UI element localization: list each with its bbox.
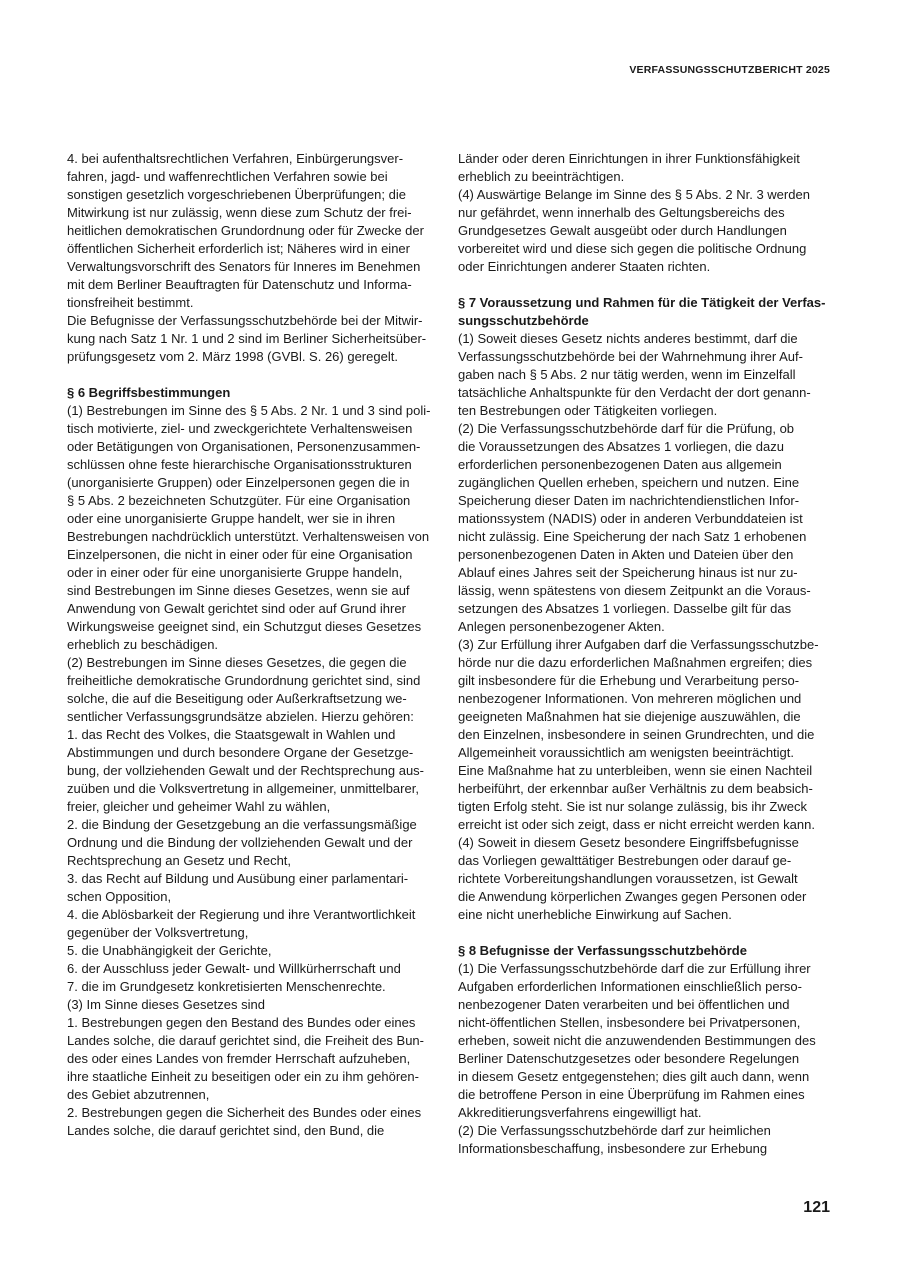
page-number: 121	[803, 1199, 830, 1216]
list-item: 1. das Recht des Volkes, die Staatsgewalt in Wahlen und Abstimmungen und durch besondere Organe der Gesetzge- bung, der vollziehenden Gewalt und der Rechtsprechung aus- zuüben und die Volksvertretung in allgemeiner, unmittelbarer, freier, gleicher und geheimer Wahl zu wählen,	[67, 727, 425, 814]
paragraph: (3) Im Sinne dieses Gesetzes sind	[67, 997, 265, 1012]
paragraph: Die Befugnisse der Verfassungsschutzbehörde bei der Mitwir- kung nach Satz 1 Nr. 1 und 2 sind im Berliner Sicherheitsüber- prüfungsgesetz vom 2. März 1998 (GVBl. S. 26) geregelt.	[67, 313, 427, 364]
paragraph: Länder oder deren Einrichtungen in ihrer Funktionsfähigkeit erheblich zu beeinträchtigen.	[458, 151, 800, 184]
running-header: VERFASSUNGSSCHUTZBERICHT 2025	[629, 64, 830, 76]
list-item: 3. das Recht auf Bildung und Ausübung einer parlamentari- schen Opposition,	[67, 871, 409, 904]
paragraph: (1) Bestrebungen im Sinne des § 5 Abs. 2 Nr. 1 und 3 sind poli- tisch motivierte, ziel- und zweckgerichtete Verhaltensweisen oder Betätigungen von Organisationen, Personenzusammen- schlüssen ohne feste hierarchische Organisationsstrukturen (unorganisierte Gruppen) oder Einzelpersonen gegen die in § 5 Abs. 2 bezeichneten Schutzgüter. Für eine Organisation oder eine unorganisierte Gruppe handelt, wer sie in ihren Bestrebungen nachdrücklich unterstützt. Verhaltensweisen von Einzelpersonen, die nicht in einer oder für eine Organisation oder in einer oder für eine unorganisierte Gruppe handeln, sind Bestrebungen im Sinne dieses Gesetzes, wenn sie auf Anwendung von Gewalt gerichtet sind oder auf Grund ihrer Wirkungsweise geeignet sind, ein Schutzgut dieses Gesetzes erheblich zu beschädigen.	[67, 403, 431, 652]
paragraph: (3) Zur Erfüllung ihrer Aufgaben darf die Verfassungsschutzbe- hörde nur die dazu erforderlichen Maßnahmen ergreifen; dies gilt insbesondere für die Erhebung und Verarbeitung perso- nenbezogener Informationen. Von mehreren möglichen und geeigneten Maßnahmen hat sie diejenige auszuwählen, die den Einzelnen, insbesondere in seinen Grundrechten, und die Allgemeinheit voraussichtlich am wenigsten beeinträchtigt. Eine Maßnahme hat zu unterbleiben, wenn sie einen Nachteil herbeiführt, der erkennbar außer Verhältnis zu dem beabsich- tigten Erfolg steht. Sie ist nur solange zulässig, bis ihr Zweck erreicht ist oder sich zeigt, dass er nicht erreicht werden kann.	[458, 637, 819, 832]
section-heading-8: § 8 Befugnisse der Verfassungsschutzbehörde	[458, 943, 747, 958]
left-column	[67, 150, 435, 1140]
section-heading-7: § 7 Voraussetzung und Rahmen für die Tätigkeit der Verfas- sungsschutzbehörde	[458, 295, 826, 328]
paragraph: (1) Die Verfassungsschutzbehörde darf die zur Erfüllung ihrer Aufgaben erforderlichen Informationen einschließlich perso- nenbezogener Daten verarbeiten und bei öffentlichen und nicht-öffentlichen Stellen, insbesondere bei Privatpersonen, erheben, soweit nicht die anzuwendenden Bestimmungen des Berliner Datenschutzgesetzes oder besondere Regelungen in diesem Gesetz entgegenstehen; dies gilt auch dann, wenn die betroffene Person in eine Überprüfung im Rahmen eines Akkreditierungsverfahrens eingewilligt hat.	[458, 961, 816, 1120]
paragraph: (4) Soweit in diesem Gesetz besondere Eingriffsbefugnisse das Vorliegen gewalttätiger Bestrebungen oder darauf ge- richtete Vorbereitungshandlungen voraussetzen, ist Gewalt die Anwendung körperlichen Zwanges gegen Personen oder eine nicht unerhebliche Einwirkung auf Sachen.	[458, 835, 807, 922]
list-item: 2. die Bindung der Gesetzgebung an die verfassungsmäßige Ordnung und die Bindung der vollziehenden Gewalt und der Rechtsprechung an Gesetz und Recht,	[67, 817, 417, 868]
paragraph: (2) Bestrebungen im Sinne dieses Gesetzes, die gegen die freiheitliche demokratische Grundordnung gerichtet sind, sind solche, die auf die Beseitigung oder Außerkraftsetzung we- sentlicher Verfassungsgrundsätze abzielen. Hierzu gehören:	[67, 655, 421, 724]
paragraph: (2) Die Verfassungsschutzbehörde darf zur heimlichen Informationsbeschaffung, insbesondere zur Erhebung	[458, 1123, 771, 1156]
list-item: 7. die im Grundgesetz konkretisierten Menschenrechte.	[67, 979, 386, 994]
list-item: 4. die Ablösbarkeit der Regierung und ihre Verantwortlichkeit gegenüber der Volksvertretung,	[67, 907, 416, 940]
section-heading-6: § 6 Begriffsbestimmungen	[67, 385, 231, 400]
paragraph: (4) Auswärtige Belange im Sinne des § 5 Abs. 2 Nr. 3 werden nur gefährdet, wenn innerhalb des Geltungsbereichs des Grundgesetzes Gewalt ausgeübt oder durch Handlungen vorbereitet wird und diese sich gegen die politische Ordnung oder Einrichtungen anderer Staaten richten.	[458, 187, 810, 274]
list-item: 2. Bestrebungen gegen die Sicherheit des Bundes oder eines Landes solche, die darauf gerichtet sind, den Bund, die	[67, 1105, 422, 1138]
paragraph: (1) Soweit dieses Gesetz nichts anderes bestimmt, darf die Verfassungsschutzbehörde bei der Wahrnehmung ihrer Auf- gaben nach § 5 Abs. 2 nur tätig werden, wenn im Einzelfall tatsächliche Anhaltspunkte für den Verdacht der dort genann- ten Bestrebungen oder Tätigkeiten vorliegen.	[458, 331, 811, 418]
paragraph: 4. bei aufenthaltsrechtlichen Verfahren, Einbürgerungsver- fahren, jagd- und waffenrechtlichen Verfahren sowie bei sonstigen gesetzlich vorgeschriebenen Überprüfungen; die Mitwirkung ist nur zulässig, wenn diese zum Schutz der frei- heitlichen demokratischen Grundordnung oder für Zwecke der öffentlichen Sicherheit erforderlich ist; Näheres wird in einer Verwaltungsvorschrift des Senators für Inneres im Benehmen mit dem Berliner Beauftragten für Datenschutz und Informa- tionsfreiheit bestimmt.	[67, 151, 424, 310]
paragraph: (2) Die Verfassungsschutzbehörde darf für die Prüfung, ob die Voraussetzungen des Absatzes 1 vorliegen, die dazu erforderlichen personenbezogenen Daten aus allgemein zugänglichen Quellen erheben, speichern und nutzen. Eine Speicherung dieser Daten im nachrichtendienstlichen Infor- mationssystem (NADIS) oder in anderen Verbunddateien ist nicht zulässig. Eine Speicherung der nach Satz 1 erhobenen personenbezogenen Daten in Akten und Dateien über den Ablauf eines Jahres seit der Speicherung hinaus ist nur zu- lässig, wenn spätestens von diesem Zeitpunkt an die Voraus- setzungen des Absatzes 1 vorliegen. Dasselbe gilt für das Anlegen personenbezogener Akten.	[458, 421, 811, 634]
list-item: 1. Bestrebungen gegen den Bestand des Bundes oder eines Landes solche, die darauf gerichtet sind, die Freiheit des Bun- des oder eines Landes von fremder Herrschaft aufzuheben, ihre staatliche Einheit zu beseitigen oder ein zu ihm gehören- des Gebiet abzutrennen,	[67, 1015, 424, 1102]
list-item: 6. der Ausschluss jeder Gewalt- und Willkürherrschaft und	[67, 961, 401, 976]
list-item: 5. die Unabhängigkeit der Gerichte,	[67, 943, 272, 958]
right-column	[458, 150, 826, 1158]
